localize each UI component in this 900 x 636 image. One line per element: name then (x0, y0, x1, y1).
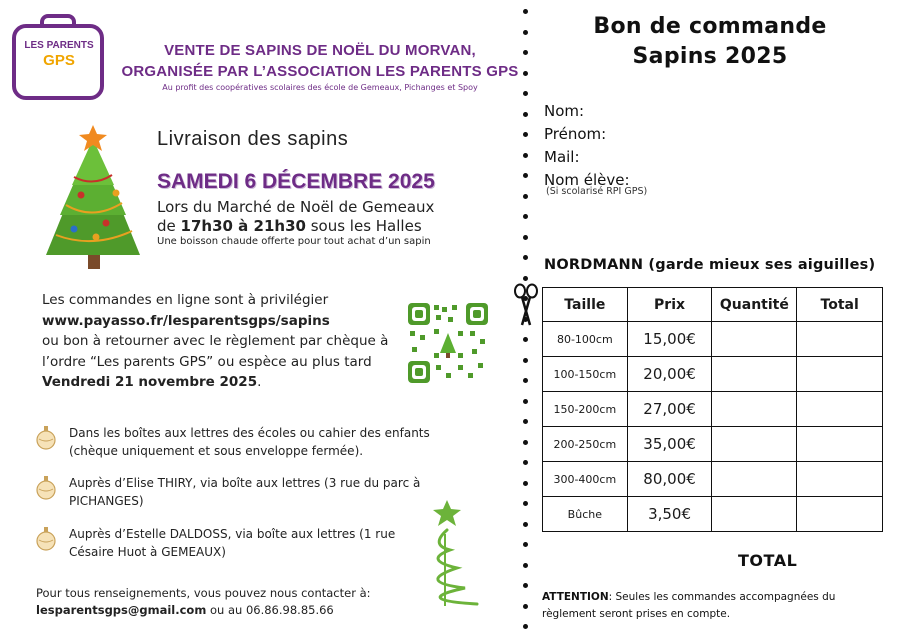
cut-line-dot (523, 460, 528, 465)
list-item: Dans les boîtes aux lettres des écoles ou cahier des enfants (chèque uniquement et sous enveloppe fermée). (36, 424, 436, 460)
cut-line-dot (523, 50, 528, 55)
order-instructions: Les commandes en ligne sont à privilégier www.payasso.fr/lesparentsgps/sapins ou bon à retourner avec le règlement par chèque à l’ordre “Les parents GPS” ou espèce au plus tard Vendredi 21 novembre 2025. (42, 290, 402, 393)
order-form-title: Bon de commande Sapins 2025 (593, 14, 827, 69)
ornament-icon (36, 527, 56, 551)
contact-phone: ou au 06.86.98.85.66 (206, 603, 334, 617)
cut-line-dot (523, 153, 528, 158)
cut-line-dot (523, 358, 528, 363)
quantity-cell[interactable] (712, 357, 797, 392)
delivery-date: SAMEDI 6 DÉCEMBRE 2025 (157, 170, 435, 193)
cut-line-dot (523, 71, 528, 76)
firstname-field[interactable]: Prénom: (544, 125, 607, 143)
delivery-heading: Livraison des sapins (157, 128, 349, 150)
total-cell[interactable] (797, 427, 883, 462)
student-name-field[interactable]: Nom élève: (544, 171, 630, 189)
cut-line-dot (523, 378, 528, 383)
cut-line-dot (523, 563, 528, 568)
cut-line-dot (523, 276, 528, 281)
email-field[interactable]: Mail: (544, 148, 580, 166)
quantity-cell[interactable] (712, 427, 797, 462)
table-row: 100-150cm 20,00€ (543, 357, 883, 392)
cut-line-dot (523, 132, 528, 137)
table-row: Bûche 3,50€ (543, 497, 883, 532)
cut-line-dot (523, 214, 528, 219)
logo-text-top: LES PARENTS (24, 40, 94, 51)
qr-code-icon[interactable] (408, 303, 488, 383)
column-header-prix: Prix (627, 288, 712, 322)
table-row: 80-100cm 15,00€ (543, 322, 883, 357)
total-cell[interactable] (797, 462, 883, 497)
column-header-quantite: Quantité (712, 288, 797, 322)
column-header-total: Total (797, 288, 883, 322)
delivery-hours: 17h30 à 21h30 (180, 217, 306, 235)
cut-line-dot (523, 112, 528, 117)
cut-line-dot (523, 604, 528, 609)
order-table (542, 287, 883, 532)
cut-line-dot (523, 522, 528, 527)
product-heading: NORDMANN (garde mieux ses aiguilles) (544, 257, 876, 273)
cut-line-dot (523, 501, 528, 506)
student-field-note: (Si scolarisé RPI GPS) (546, 186, 648, 197)
sale-title: VENTE DE SAPINS DE NOËL DU MORVAN, ORGANISÉE PAR L’ASSOCIATION LES PARENTS GPS (121, 42, 519, 80)
cut-line-dot (523, 173, 528, 178)
table-row: 200-250cm 35,00€ (543, 427, 883, 462)
cut-line-dot (523, 9, 528, 14)
order-url-link[interactable]: www.payasso.fr/lesparentsgps/sapins (42, 312, 330, 329)
star-tree-icon (405, 500, 490, 610)
drink-note: Une boisson chaude offerte pour tout achat d’un sapin (157, 236, 431, 247)
cut-line-dot (523, 542, 528, 547)
cut-line-dot (523, 255, 528, 260)
table-row: 150-200cm 27,00€ (543, 392, 883, 427)
quantity-cell[interactable] (712, 322, 797, 357)
ornament-icon (36, 476, 56, 500)
cut-line-dot (523, 235, 528, 240)
quantity-cell[interactable] (712, 462, 797, 497)
cut-line-dot (523, 583, 528, 588)
quantity-cell[interactable] (712, 392, 797, 427)
list-item: Auprès d’Estelle DALDOSS, via boîte aux lettres (1 rue Césaire Huot à GEMEAUX) (36, 525, 436, 561)
attention-note: ATTENTION: Seules les commandes accompagnées du règlement seront prises en compte. (542, 591, 836, 620)
order-deadline: Vendredi 21 novembre 2025 (42, 374, 258, 390)
cut-line-dot (523, 194, 528, 199)
list-item: Auprès d’Elise THIRY, via boîte aux lettres (3 rue du parc à PICHANGES) (36, 474, 436, 510)
total-cell[interactable] (797, 357, 883, 392)
cut-line-dot (523, 399, 528, 404)
table-header-row (543, 288, 883, 322)
grand-total-label: TOTAL (738, 551, 798, 570)
cut-line-dot (523, 91, 528, 96)
delivery-details: Lors du Marché de Noël de Gemeaux de 17h30 à 21h30 sous les Halles (157, 198, 435, 235)
cut-line-dot (523, 337, 528, 342)
name-field[interactable]: Nom: (544, 102, 585, 120)
christmas-tree-icon (36, 125, 151, 275)
cut-line-dot (523, 440, 528, 445)
cut-line-dot (523, 419, 528, 424)
logo-text-gps: GPS (43, 52, 75, 69)
total-cell[interactable] (797, 392, 883, 427)
contact-email-link[interactable]: lesparentsgps@gmail.com (36, 603, 207, 617)
total-cell[interactable] (797, 497, 883, 532)
contact-info: Pour tous renseignements, vous pouvez nous contacter à: lesparentsgps@gmail.com ou au 06.86.98.85.66 (36, 586, 371, 617)
column-header-taille: Taille (543, 288, 628, 322)
quantity-cell[interactable] (712, 497, 797, 532)
cut-line-dot (523, 481, 528, 486)
cut-line-dot (523, 30, 528, 35)
cut-line-dot (523, 624, 528, 629)
total-cell[interactable] (797, 322, 883, 357)
ornament-icon (36, 426, 56, 450)
sale-subtitle: Au profit des coopératives scolaires des école de Gemeaux, Pichanges et Spoy (162, 83, 478, 92)
table-row: 300-400cm 80,00€ (543, 462, 883, 497)
scissors-icon (513, 283, 539, 327)
